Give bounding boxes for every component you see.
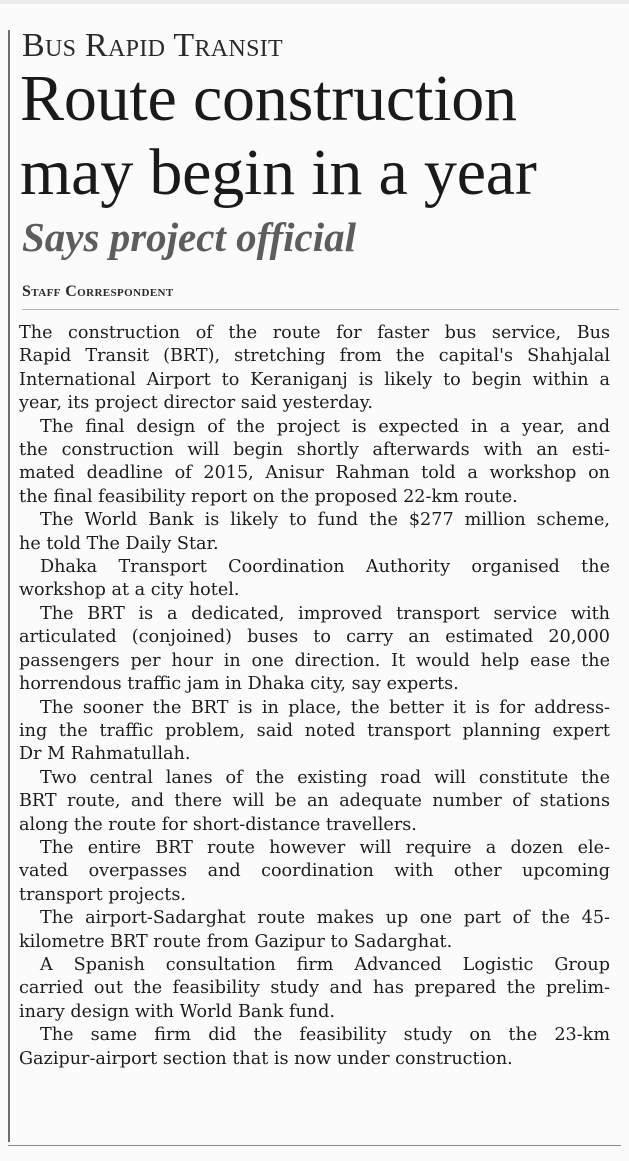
paragraph-line: articulated (conjoined) buses to carry an estimated 20,000 xyxy=(19,627,610,648)
paragraph-line: The BRT is a dedicated, improved transport service with xyxy=(40,603,610,624)
article-paragraph xyxy=(19,509,610,556)
paragraph-line: Gazipur-airport section that is now under construction. xyxy=(19,1048,513,1069)
paragraph-line: ing the traffic problem, said noted transport planning expert xyxy=(19,720,610,741)
article-paragraph xyxy=(19,556,610,603)
column-rule-left xyxy=(8,30,10,1142)
article-kicker: Bus Rapid Transit xyxy=(22,27,283,64)
paragraph-line: Two central lanes of the existing road will constitute the xyxy=(40,767,610,788)
paragraph-line: inary design with World Bank fund. xyxy=(19,1001,335,1022)
paragraph-line: The sooner the BRT is in place, the better it is for address- xyxy=(40,697,610,718)
article-headline xyxy=(20,62,620,210)
article-paragraph xyxy=(19,697,610,767)
paragraph-line: The same firm did the feasibility study on the 23-km xyxy=(40,1025,610,1046)
paragraph-line: the construction will begin shortly afterwards with an esti- xyxy=(19,440,610,461)
article-paragraph xyxy=(19,603,610,697)
paragraph-line: Rapid Transit (BRT), stretching from the capital's Shahjalal xyxy=(19,346,610,367)
paragraph-line: International Airport to Keraniganj is likely to begin within a xyxy=(19,369,610,390)
paragraph-line: kilometre BRT route from Gazipur to Sadarghat. xyxy=(19,931,453,952)
paragraph-line: Dhaka Transport Coordination Authority organised the xyxy=(40,557,610,578)
byline-divider xyxy=(22,309,619,310)
headline-line-2: may begin in a year xyxy=(20,136,537,209)
paragraph-line: The airport-Sadarghat route makes up one part of the 45- xyxy=(40,908,610,929)
paragraph-line: vated overpasses and coordination with other upcoming xyxy=(19,861,610,882)
paragraph-line: A Spanish consultation firm Advanced Logistic Group xyxy=(40,954,610,975)
article-paragraph xyxy=(19,767,610,837)
article-paragraph xyxy=(19,954,610,1024)
paragraph-line: along the route for short-distance travellers. xyxy=(19,814,417,835)
paragraph-line: The World Bank is likely to fund the $277 million scheme, xyxy=(40,510,610,531)
paragraph-line: The entire BRT route however will require a dozen ele- xyxy=(40,837,610,858)
paragraph-line: horrendous traffic jam in Dhaka city, say experts. xyxy=(19,674,459,695)
paragraph-line: The final design of the project is expected in a year, and xyxy=(40,416,610,437)
column-rule-bottom xyxy=(8,1145,621,1146)
paragraph-line: transport projects. xyxy=(19,884,186,905)
top-edge-shade xyxy=(0,0,629,4)
article-paragraph xyxy=(19,1024,610,1071)
paragraph-line: BRT route, and there will be an adequate number of stations xyxy=(19,791,610,812)
paragraph-line: passengers per hour in one direction. It would help ease the xyxy=(19,650,610,671)
article-subhead: Says project official xyxy=(22,214,357,260)
article-byline: Staff Correspondent xyxy=(22,283,174,300)
article-paragraph xyxy=(19,416,610,510)
paragraph-line: mated deadline of 2015, Anisur Rahman told a workshop on xyxy=(19,463,610,484)
article-body xyxy=(19,322,610,1071)
headline-line-1: Route construction xyxy=(20,62,517,135)
paragraph-line: The construction of the route for faster bus service, Bus xyxy=(19,323,610,343)
paragraph-line: workshop at a city hotel. xyxy=(19,580,240,601)
paragraph-line: he told The Daily Star. xyxy=(19,533,219,554)
article-paragraph xyxy=(19,837,610,907)
paragraph-line: year, its project director said yesterday. xyxy=(19,393,373,414)
paragraph-line: Dr M Rahmatullah. xyxy=(19,744,191,765)
article-paragraph xyxy=(19,322,610,416)
paragraph-line: carried out the feasibility study and has prepared the prelim- xyxy=(19,978,610,999)
paragraph-line: the final feasibility report on the proposed 22-km route. xyxy=(19,486,518,507)
article-paragraph xyxy=(19,907,610,954)
